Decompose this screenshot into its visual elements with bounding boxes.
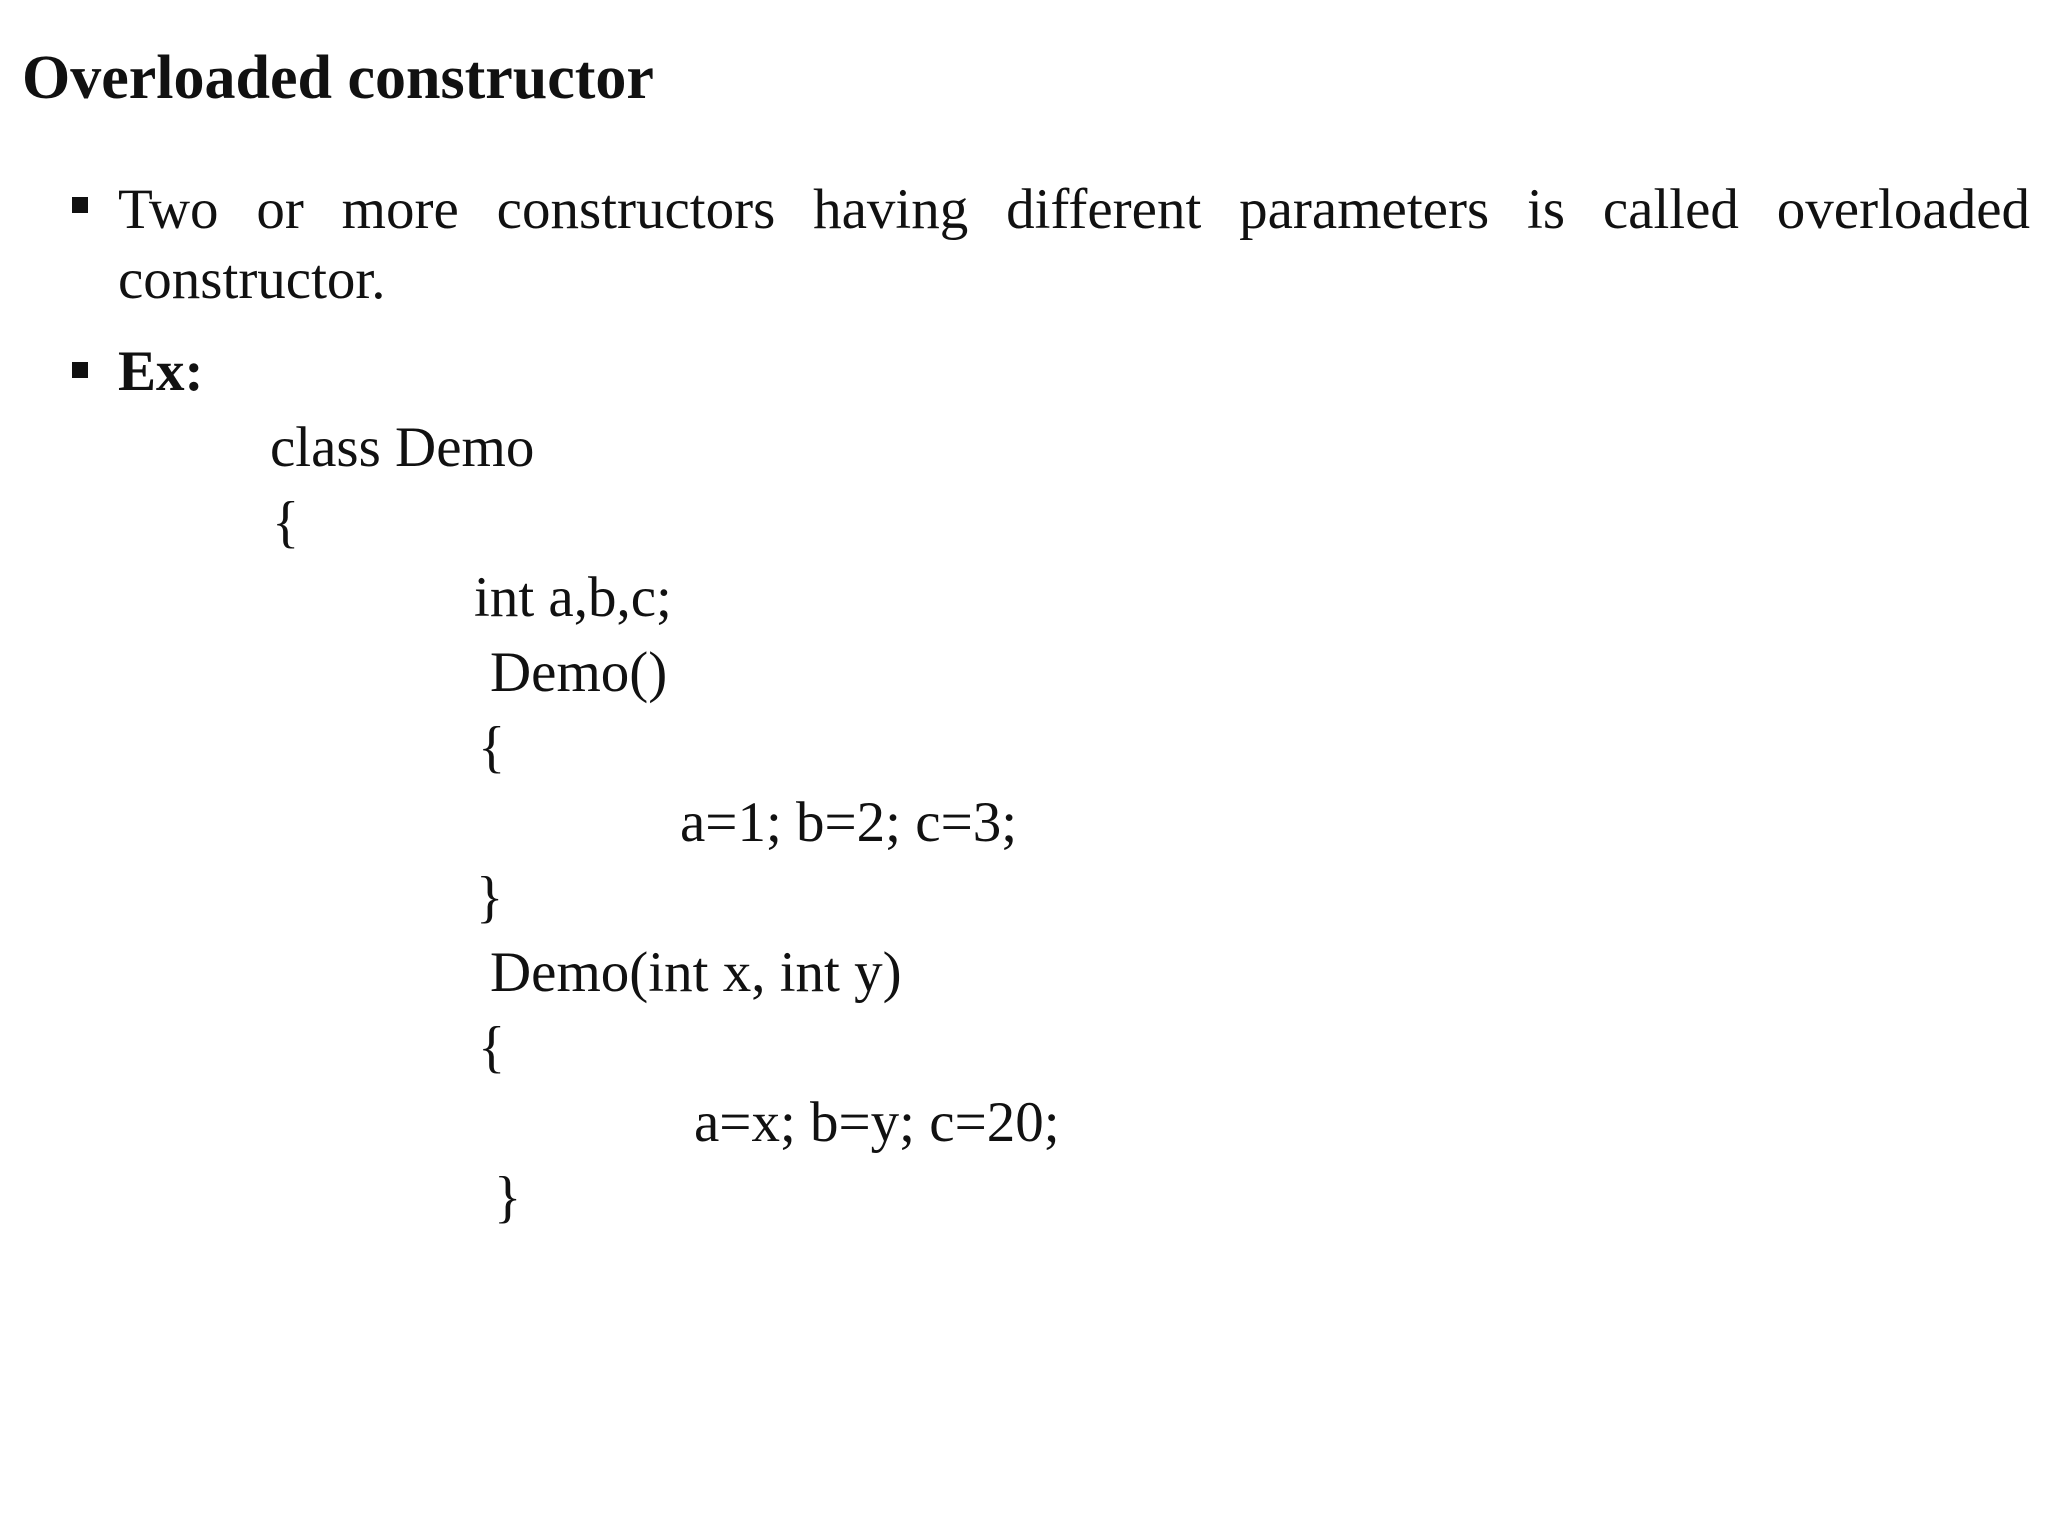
code-line-field-declaration: int a,b,c; bbox=[474, 566, 672, 629]
code-line-default-constructor: Demo() bbox=[490, 641, 668, 704]
code-line-parameterized-body: a=x; b=y; c=20; bbox=[694, 1091, 1060, 1154]
bullet-definition-text: Two or more constructors having different parameters is called overloaded constructor. bbox=[118, 178, 2030, 311]
code-line-parameterized-open-brace: { bbox=[478, 1016, 506, 1079]
code-line-default-body: a=1; b=2; c=3; bbox=[680, 791, 1018, 854]
code-line-class-declaration: class Demo bbox=[270, 416, 535, 479]
code-line-default-close-brace: } bbox=[476, 866, 504, 929]
bullet-example-label: Ex: bbox=[118, 340, 204, 403]
code-line-parameterized-close-brace: } bbox=[494, 1166, 522, 1229]
code-line-default-open-brace: { bbox=[478, 716, 506, 779]
bullet-square-icon bbox=[72, 197, 88, 213]
slide-title: Overloaded constructor bbox=[22, 44, 654, 112]
bullet-square-icon bbox=[72, 362, 88, 378]
code-line-parameterized-constructor: Demo(int x, int y) bbox=[490, 941, 902, 1004]
code-line-class-open-brace: { bbox=[272, 491, 300, 554]
